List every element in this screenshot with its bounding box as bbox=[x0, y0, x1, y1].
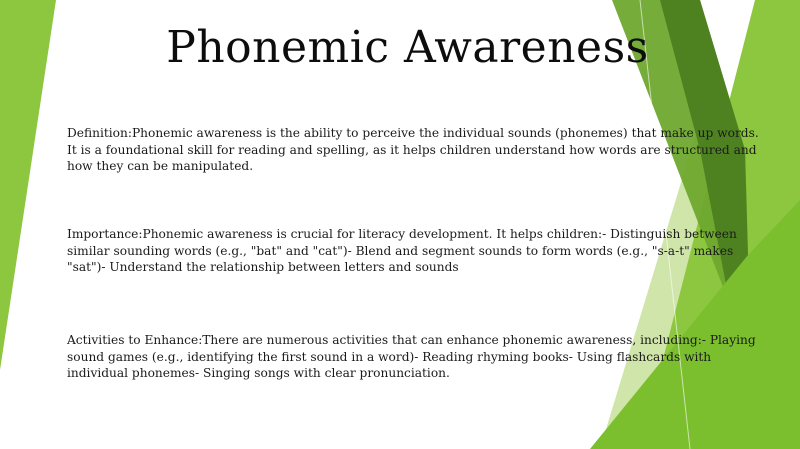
importance-paragraph: Importance:Phonemic awareness is crucial for literacy development. It helps children:- Distinguish between similar sounding words (e.g., "bat" and "cat")- Blend and segment sounds to form words (e.g., "s-a-t" makes "sat")- Understand the relationship between letters and sounds bbox=[67, 227, 737, 274]
slide-title: Phonemic Awareness bbox=[166, 22, 649, 73]
activities-paragraph: Activities to Enhance:There are numerous activities that can enhance phonemic awareness, including:- Playing sound games (e.g., identifying the first sound in a word)- Reading rhyming books- Using flashcards with individual phonemes- Singing songs with clear pronunciation. bbox=[67, 333, 756, 380]
definition-paragraph: Definition:Phonemic awareness is the ability to perceive the individual sounds (phonemes) that make up words. It is a foundational skill for reading and spelling, as it helps children understand how words are structured and how they can be manipulated. bbox=[67, 126, 759, 173]
